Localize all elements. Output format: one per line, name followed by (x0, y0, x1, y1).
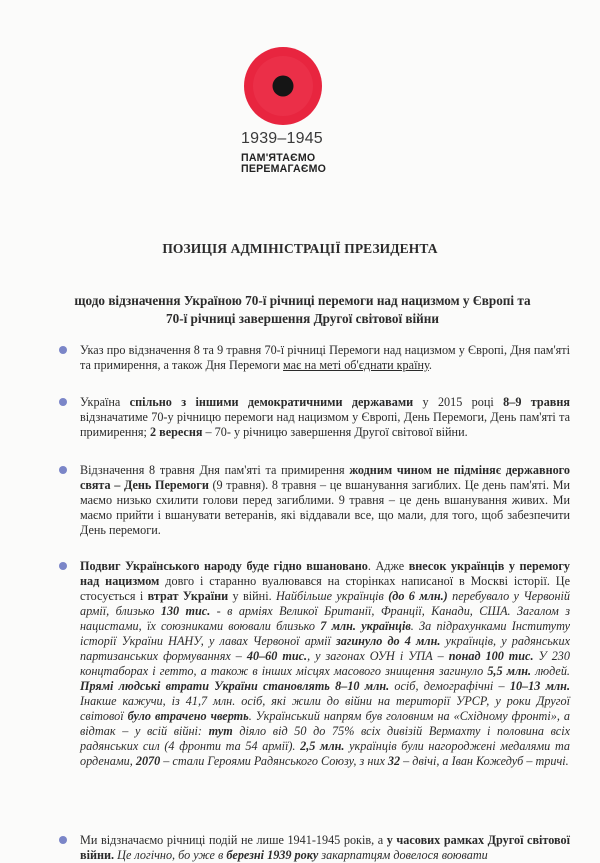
document-subtitle (40, 292, 565, 328)
bullet-icon (59, 562, 67, 570)
paragraph-commemoration: Україна спільно з іншими демократичними державами у 2015 році 8–9 травня відзначатиме 70-у річницю перемоги над нацизмом у Європі, День Перемоги, День пам'яті та примирення; 2 вересня – 70- у річницю завершення Другої світової війни. (80, 395, 570, 439)
bullet-icon (59, 466, 67, 474)
paragraph-ukrainian-contribution: Подвиг Українського народу буде гідно вшановано. Адже внесок українців у перемогу над нацизмом довго і старанно вуалювався на сторінках написаної в Москві історії. Це стосується і втрат України у війні. Найбільше українців (до 6 млн.) перебувало у Червоній армії, близько 130 тис. - в арміях Великої Британії, Франції, Канади, США. Загалом з нацистами, їх союзниками воювали близько 7 млн. українців. За підрахунками Інституту історії України НАНУ, у лавах Червоної армії загинуло до 4 млн. українців, у радянських партизанських формуваннях – 40–60 тис., у загонах ОУН і УПА – понад 100 тис. У 230 концтаборах і гетто, а також в інших місцях масового знищення загинуло 5,5 млн. людей. Прямі людські втрати України становлять 8–10 млн. осіб, демографічні – 10–13 млн. Інакше кажучи, із 41,7 млн. осіб, які жили до війни на території УРСР, у роки Другої світової було втрачено чверть. Український напрям був головним на «Східному фронті», а відтак – у всій війні: тут діяло від 50 до 75% всіх дивізій Вермахту і половина всіх радянських сил (4 фронти та 54 армії). 2,5 млн. українців були нагороджені медалями та орденами, 2070 – стали Героями Радянського Союзу, з них 32 – двічі, а Іван Кожедуб – тричі. (80, 559, 571, 768)
underlined-phrase: має на меті об'єднати країну (283, 358, 429, 372)
subtitle-line2: 70-ї річниці завершення Другої світової війни (166, 311, 439, 326)
subtitle-line1: щодо відзначення Україною 70-ї річниці перемоги над нацизмом у Європі та (74, 293, 531, 308)
paragraph-remembrance-day: Відзначення 8 травня Дня пам'яті та примирення жодним чином не підміняє державного свята – День Перемоги (9 травня). 8 травня – це вшанування загиблих. Це день пам'яті. Ми маємо низько схилити голови перед загиблими. 9 травня – це день вшанування живих. Ми маємо прийти і вшанувати ветеранів, які віддавали все, що мали, для того, щоб забезпечити День перемоги. (80, 463, 571, 537)
poppy-center (273, 76, 294, 97)
paragraph-wartime-frame: Ми відзначаємо річниці подій не лише 1941-1945 років, а у часових рамках Другої світової війни. Це логічно, бо уже в березні 1939 року закарпатцям довелося воювати (80, 833, 571, 862)
document-title: ПОЗИЦІЯ АДМІНІСТРАЦІЇ ПРЕЗИДЕНТА (162, 241, 438, 256)
bullet-icon (59, 346, 67, 354)
logo-slogan-line1: ПАМ'ЯТАЄМО (241, 152, 316, 164)
paragraph-decree: Указ про відзначення 8 та 9 травня 70-ї річниці Перемоги над нацизмом у Європі, Дня пам'яті та примирення, а також Дня Перемоги має на меті об'єднати країну. (80, 343, 570, 372)
bullet-icon (59, 836, 67, 844)
bullet-icon (59, 398, 67, 406)
logo-slogan-line2: ПЕРЕМАГАЄМО (241, 163, 327, 175)
poppy-logo-icon (243, 46, 323, 126)
logo-years: 1939–1945 (241, 130, 323, 147)
